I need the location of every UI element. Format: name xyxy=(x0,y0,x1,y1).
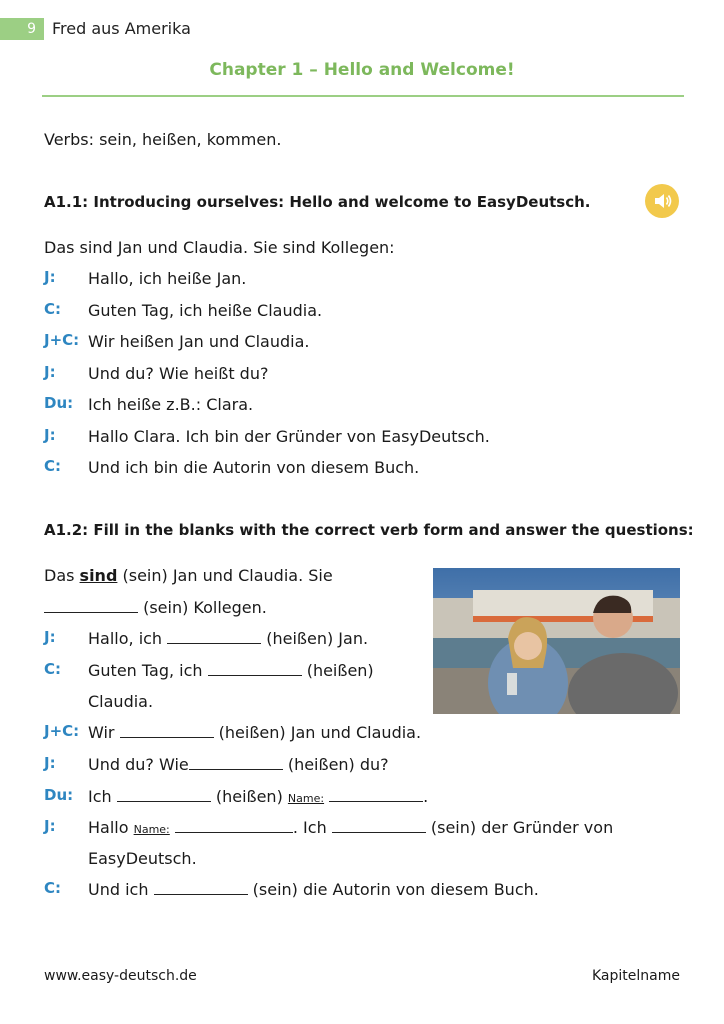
dialog-line: Hallo Clara. Ich bin der Gründer von EasyDeutsch. xyxy=(88,427,490,446)
photo-illustration xyxy=(433,568,680,714)
exercise-intro xyxy=(44,565,333,587)
dialog-line: Wir heißen Jan und Claudia. xyxy=(88,332,310,351)
speaker-label: J+C: xyxy=(44,722,80,740)
exercise-line xyxy=(88,754,389,776)
speaker-label: J: xyxy=(44,628,56,646)
dialog-line: Hallo, ich heiße Jan. xyxy=(88,269,247,288)
name-blank-field[interactable] xyxy=(329,787,423,802)
name-hint: Name: xyxy=(133,823,170,836)
title-divider xyxy=(42,95,684,97)
blank-field[interactable] xyxy=(44,598,138,613)
speaker-label: J: xyxy=(44,426,56,444)
filled-answer: sind xyxy=(79,566,118,585)
section-a12-heading: A1.2: Fill in the blanks with the correct verb form and answer the questions: xyxy=(44,521,694,539)
section-a11-intro: Das sind Jan und Claudia. Sie sind Kollegen: xyxy=(44,238,395,257)
footer-website: www.easy-deutsch.de xyxy=(44,968,197,984)
blank-field[interactable] xyxy=(117,787,211,802)
blank-field[interactable] xyxy=(167,629,261,644)
text: Und du? Wie xyxy=(88,755,189,774)
speaker-label: J: xyxy=(44,268,56,286)
exercise-line xyxy=(88,660,374,682)
audio-button[interactable] xyxy=(645,184,679,218)
speaker-label: J+C: xyxy=(44,331,80,349)
text: Guten Tag, ich xyxy=(88,661,208,680)
name-blank-field[interactable] xyxy=(175,818,293,833)
section-a11-title: Introducing ourselves: Hello and welcome to EasyDeutsch. xyxy=(93,193,591,211)
speaker-icon xyxy=(645,184,679,218)
speaker-label: C: xyxy=(44,879,62,897)
exercise-line-2 xyxy=(44,597,267,619)
speaker-label: J: xyxy=(44,754,56,772)
exercise-line xyxy=(88,879,539,901)
blank-field[interactable] xyxy=(189,755,283,770)
text: (heißen) Jan und Claudia. xyxy=(213,723,422,742)
text: . Ich xyxy=(292,818,332,837)
exercise-line xyxy=(88,628,368,650)
text: (heißen) xyxy=(301,661,374,680)
speaker-label: J: xyxy=(44,363,56,381)
dialog-line: Guten Tag, ich heiße Claudia. xyxy=(88,301,323,320)
speaker-label: Du: xyxy=(44,786,74,804)
blank-field[interactable] xyxy=(120,723,214,738)
speaker-label: C: xyxy=(44,457,62,475)
speaker-label: Du: xyxy=(44,394,74,412)
text: Ich xyxy=(88,787,117,806)
dialog-line: Ich heiße z.B.: Clara. xyxy=(88,395,254,414)
chapter-title: Chapter 1 – Hello and Welcome! xyxy=(209,60,515,80)
text: (sein) Jan und Claudia. Sie xyxy=(117,566,333,585)
blank-field[interactable] xyxy=(332,818,426,833)
book-title: Fred aus Amerika xyxy=(52,19,191,38)
dialog-line: Und ich bin die Autorin von diesem Buch. xyxy=(88,458,420,477)
exercise-line xyxy=(88,786,428,810)
text: Und ich xyxy=(88,880,154,899)
text: Das xyxy=(44,566,80,585)
speaker-label: C: xyxy=(44,660,62,678)
section-a11-heading xyxy=(44,191,591,213)
footer-chapter-name: Kapitelname xyxy=(592,968,680,984)
text: (sein) die Autorin von diesem Buch. xyxy=(247,880,539,899)
text: Hallo xyxy=(88,818,134,837)
exercise-line xyxy=(88,722,421,744)
exercise-line-continuation: EasyDeutsch. xyxy=(88,849,197,868)
text: (heißen) xyxy=(210,787,288,806)
name-hint: Name: xyxy=(287,792,325,805)
blank-field[interactable] xyxy=(208,661,302,676)
speaker-label: C: xyxy=(44,300,62,318)
dialog-line: Und du? Wie heißt du? xyxy=(88,364,269,383)
verbs-line: Verbs: sein, heißen, kommen. xyxy=(44,130,282,149)
text: (sein) der Gründer von xyxy=(425,818,614,837)
photo xyxy=(433,568,680,714)
blank-field[interactable] xyxy=(154,880,248,895)
text: (heißen) du? xyxy=(282,755,389,774)
text: Hallo, ich xyxy=(88,629,168,648)
speaker-label: J: xyxy=(44,817,56,835)
exercise-line xyxy=(88,817,613,841)
text: (heißen) Jan. xyxy=(261,629,369,648)
text: Wir xyxy=(88,723,120,742)
text: (sein) Kollegen. xyxy=(138,598,267,617)
exercise-line-continuation: Claudia. xyxy=(88,692,154,711)
text: . xyxy=(423,787,429,806)
section-a11-number: A1.1: xyxy=(44,193,89,211)
page-number: 9 xyxy=(0,18,44,40)
